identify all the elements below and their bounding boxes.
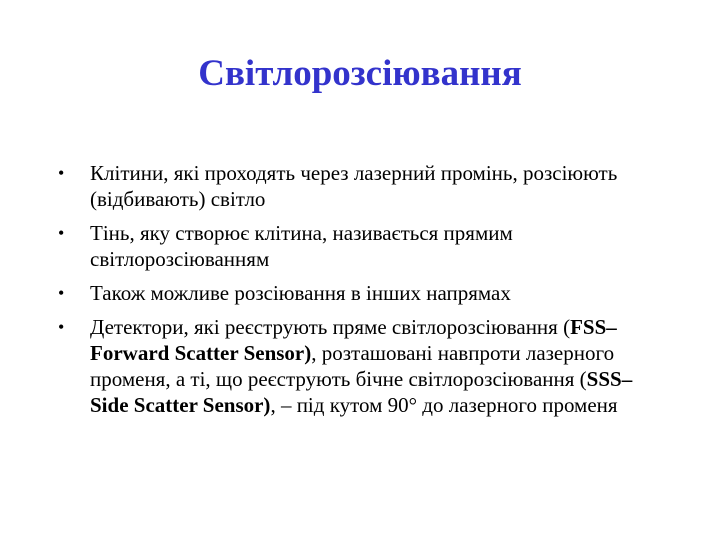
bullet-item bbox=[58, 160, 668, 212]
bullet-text: Клітини, які проходять через лазерний промінь, розсіюють (відбивають) світло bbox=[90, 161, 618, 211]
fss-term: FSS– Forward Scatter Sensor) bbox=[90, 315, 617, 365]
slide-title: Світлорозсіювання bbox=[198, 53, 522, 94]
bullet-icon: • bbox=[58, 317, 65, 337]
bullet-icon: • bbox=[58, 283, 65, 303]
bullet-text-part: , – під кутом 90° до лазерного променя bbox=[270, 393, 618, 417]
bullet-item bbox=[58, 220, 668, 272]
sss-term: SSS– Side Scatter Sensor) bbox=[90, 367, 633, 417]
bullet-list bbox=[58, 160, 668, 426]
bullet-text-part: Детектори, які реєструють пряме світлорозсіювання ( bbox=[90, 315, 571, 339]
bullet-text: Також можливе розсіювання в інших напрямах bbox=[90, 281, 511, 305]
bullet-item bbox=[58, 280, 668, 306]
bullet-item bbox=[58, 314, 668, 418]
bullet-text: Тінь, яку створює клітина, називається прямим світлорозсіюванням bbox=[90, 221, 513, 271]
bullet-icon: • bbox=[58, 223, 65, 243]
bullet-text-part: , розташовані навпроти лазерного променя, а ті, що реєструють бічне світлорозсіювання ( bbox=[90, 341, 615, 391]
bullet-icon: • bbox=[58, 163, 65, 183]
